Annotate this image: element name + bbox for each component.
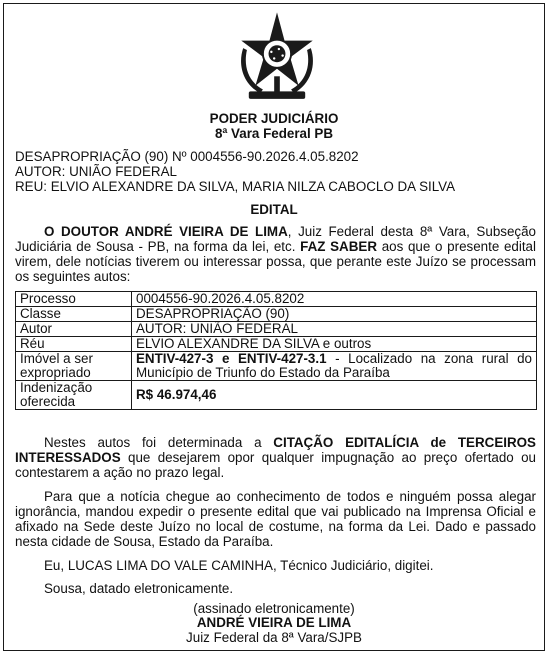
header-court: 8ª Vara Federal PB: [214, 126, 334, 141]
faz-saber: FAZ SABER: [300, 239, 377, 254]
document-title: EDITAL: [250, 202, 298, 217]
typist-paragraph: Eu, LUCAS LIMA DO VALE CAMINHA, Técnico Judiciário, digitei.: [44, 558, 434, 573]
row-label: Imóvel a ser expropriado: [16, 352, 132, 381]
publication-paragraph: Para que a notícia chegue ao conhecimento de todos e ninguém possa alegar ignorância, mandou expedir o presente edital que vai publicado na Imprensa Oficial e afixado na Sede deste Juízo no local de costume, na forma da Lei. Dado e passado nesta cidade de Sousa, Estado da Paraíba.: [15, 489, 536, 549]
citation-bold: CITAÇÃO EDITALÍCIA de TERCEIROS INTERESSADOS: [15, 435, 536, 465]
row-label: Processo: [16, 292, 132, 307]
row-value: AUTOR: UNIÃO FEDERAL: [132, 322, 537, 337]
row-value: 0004556-90.2026.4.05.8202: [132, 292, 537, 307]
intro-paragraph: O DOUTOR ANDRÉ VIEIRA DE LIMA, Juiz Federal desta 8ª Vara, Subseção Judiciária de Sousa - PB, na forma da lei, etc. FAZ SABER aos que o presente edital virem, dele notícias tiverem ou interessar possa, que perante este Juízo se processam os seguintes autos:: [15, 224, 536, 284]
edital-page: [3, 3, 545, 651]
table-row: [16, 322, 537, 337]
case-line: DESAPROPRIAÇÃO (90) Nº 0004556-90.2026.4.05.8202: [15, 149, 359, 164]
row-label: Réu: [16, 337, 132, 352]
case-details-table: [15, 291, 537, 410]
case-defendants: REU: ELVIO ALEXANDRE DA SILVA, MARIA NILZA CABOCLO DA SILVA: [15, 179, 456, 194]
case-author: AUTOR: UNIÃO FEDERAL: [15, 164, 177, 179]
row-label: Indenização oferecida: [16, 381, 132, 410]
row-value: ENTIV-427-3 e ENTIV-427-3.1 - Localizado na zona rural do Município de Triunfo do Estado da Paraíba: [132, 352, 537, 381]
table-row: [16, 292, 537, 307]
row-label: Autor: [16, 322, 132, 337]
citation-paragraph: Nestes autos foi determinada a CITAÇÃO EDITALÍCIA de TERCEIROS INTERESSADOS que desejarem opor qualquer impugnação ao preço ofertado ou contestarem a ação no prazo legal.: [15, 435, 536, 480]
row-value: ELVIO ALEXANDRE DA SILVA e outros: [132, 337, 537, 352]
row-value: DESAPROPRIAÇÃO (90): [132, 307, 537, 322]
signature-note: (assinado eletronicamente): [193, 601, 355, 616]
coat-of-arms-emblem: [230, 10, 324, 105]
row-label: Classe: [16, 307, 132, 322]
date-paragraph: Sousa, datado eletronicamente.: [44, 581, 234, 596]
table-row: [16, 352, 537, 381]
signature-role: Juiz Federal da 8ª Vara/SJPB: [186, 630, 362, 645]
table-row: [16, 307, 537, 322]
signature-name: ANDRÉ VIEIRA DE LIMA: [196, 615, 352, 630]
row-value: R$ 46.974,46: [132, 381, 537, 410]
header-org: PODER JUDICIÁRIO: [209, 111, 339, 126]
table-row: [16, 381, 537, 410]
judge-name: O DOUTOR ANDRÉ VIEIRA DE LIMA: [44, 224, 288, 239]
table-row: [16, 337, 537, 352]
